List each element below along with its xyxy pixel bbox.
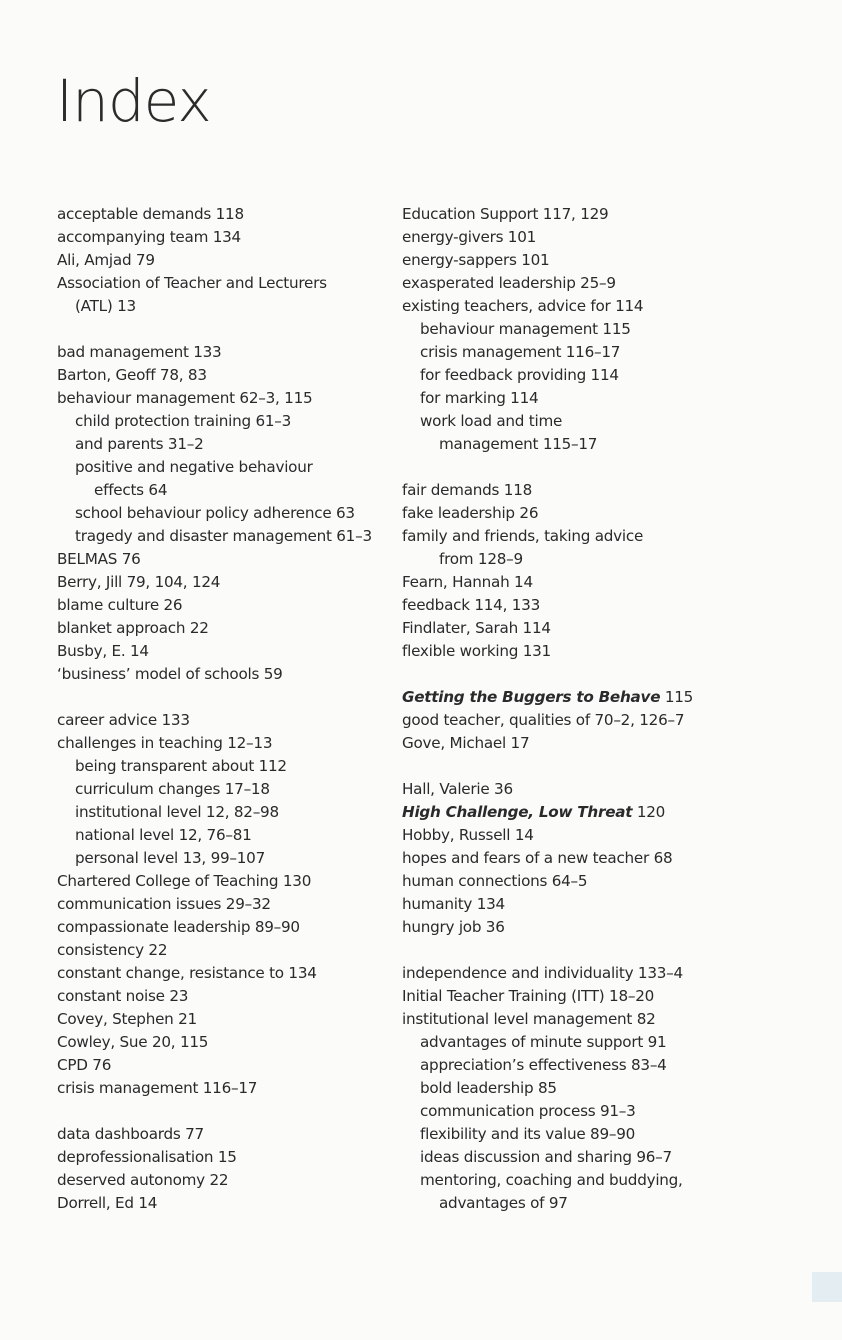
index-entry: Initial Teacher Training (ITT) 18–20 bbox=[402, 987, 655, 1005]
index-entry: Gove, Michael 17 bbox=[402, 734, 530, 752]
index-entry: ‘business’ model of schools 59 bbox=[57, 665, 283, 683]
section-gap bbox=[57, 318, 387, 341]
index-subentry: management 115–17 bbox=[439, 435, 598, 453]
index-subentry: ideas discussion and sharing 96–7 bbox=[420, 1148, 672, 1166]
index-subentry: and parents 31–2 bbox=[75, 435, 204, 453]
index-entry: accompanying team 134 bbox=[57, 228, 241, 246]
index-entry: institutional level management 82 bbox=[402, 1010, 656, 1028]
index-entry: existing teachers, advice for 114 bbox=[402, 297, 644, 315]
index-entry: Cowley, Sue 20, 115 bbox=[57, 1033, 209, 1051]
index-subentry: communication process 91–3 bbox=[420, 1102, 636, 1120]
section-gap bbox=[57, 686, 387, 709]
index-entry: Hobby, Russell 14 bbox=[402, 826, 534, 844]
index-entry: Chartered College of Teaching 130 bbox=[57, 872, 312, 890]
index-entry-pages: 120 bbox=[632, 803, 666, 821]
index-subentry: positive and negative behaviour bbox=[75, 458, 313, 476]
section-gap bbox=[402, 663, 722, 686]
index-entry: acceptable demands 118 bbox=[57, 205, 244, 223]
index-entry-title: Getting the Buggers to Behave bbox=[402, 688, 661, 706]
index-subentry: work load and time bbox=[420, 412, 563, 430]
index-column-left bbox=[57, 203, 387, 1215]
index-subentry: (ATL) 13 bbox=[75, 297, 136, 315]
index-subentry: behaviour management 115 bbox=[420, 320, 631, 338]
index-entry: blame culture 26 bbox=[57, 596, 183, 614]
index-entry: Hall, Valerie 36 bbox=[402, 780, 513, 798]
index-subentry: bold leadership 85 bbox=[420, 1079, 557, 1097]
index-entry: Dorrell, Ed 14 bbox=[57, 1194, 158, 1212]
index-entry: Association of Teacher and Lecturers bbox=[57, 274, 327, 292]
index-entry: energy-sappers 101 bbox=[402, 251, 550, 269]
index-entry: exasperated leadership 25–9 bbox=[402, 274, 616, 292]
index-entry: deprofessionalisation 15 bbox=[57, 1148, 237, 1166]
index-entry: hopes and fears of a new teacher 68 bbox=[402, 849, 673, 867]
section-gap bbox=[402, 755, 722, 778]
index-subentry: institutional level 12, 82–98 bbox=[75, 803, 279, 821]
index-entry: behaviour management 62–3, 115 bbox=[57, 389, 313, 407]
index-subentry: being transparent about 112 bbox=[75, 757, 287, 775]
index-entry: Findlater, Sarah 114 bbox=[402, 619, 551, 637]
index-entry: flexible working 131 bbox=[402, 642, 551, 660]
index-entry: fair demands 118 bbox=[402, 481, 533, 499]
index-entry: Ali, Amjad 79 bbox=[57, 251, 155, 269]
index-subentry: from 128–9 bbox=[439, 550, 523, 568]
index-entry: compassionate leadership 89–90 bbox=[57, 918, 300, 936]
index-column-right bbox=[402, 203, 722, 1215]
index-entry: bad management 133 bbox=[57, 343, 222, 361]
index-entry: constant change, resistance to 134 bbox=[57, 964, 317, 982]
index-subentry: for marking 114 bbox=[420, 389, 539, 407]
section-gap bbox=[402, 939, 722, 962]
index-entry: CPD 76 bbox=[57, 1056, 112, 1074]
index-entry: deserved autonomy 22 bbox=[57, 1171, 229, 1189]
index-entry: career advice 133 bbox=[57, 711, 190, 729]
index-entry: Busby, E. 14 bbox=[57, 642, 149, 660]
index-entry: feedback 114, 133 bbox=[402, 596, 540, 614]
index-subentry: school behaviour policy adherence 63 bbox=[75, 504, 355, 522]
index-entry-title: High Challenge, Low Threat bbox=[402, 803, 633, 821]
index-subentry: advantages of minute support 91 bbox=[420, 1033, 667, 1051]
index-entry-pages: 115 bbox=[660, 688, 694, 706]
index-entry: Berry, Jill 79, 104, 124 bbox=[57, 573, 221, 591]
index-subentry: curriculum changes 17–18 bbox=[75, 780, 270, 798]
index-subentry: national level 12, 76–81 bbox=[75, 826, 252, 844]
index-subentry: crisis management 116–17 bbox=[420, 343, 621, 361]
index-entry: independence and individuality 133–4 bbox=[402, 964, 683, 982]
index-subentry: appreciation’s effectiveness 83–4 bbox=[420, 1056, 667, 1074]
index-entry: Fearn, Hannah 14 bbox=[402, 573, 533, 591]
index-entry: crisis management 116–17 bbox=[57, 1079, 258, 1097]
index-entry: challenges in teaching 12–13 bbox=[57, 734, 273, 752]
index-entry: good teacher, qualities of 70–2, 126–7 bbox=[402, 711, 685, 729]
index-entry: fake leadership 26 bbox=[402, 504, 539, 522]
index-entry: BELMAS 76 bbox=[57, 550, 141, 568]
index-entry: Barton, Geoff 78, 83 bbox=[57, 366, 207, 384]
index-entry: energy-givers 101 bbox=[402, 228, 537, 246]
index-entry: Education Support 117, 129 bbox=[402, 205, 609, 223]
index-entry: data dashboards 77 bbox=[57, 1125, 204, 1143]
index-subentry: tragedy and disaster management 61–3 bbox=[75, 527, 372, 545]
index-subentry: for feedback providing 114 bbox=[420, 366, 619, 384]
index-entry: humanity 134 bbox=[402, 895, 505, 913]
index-subentry: child protection training 61–3 bbox=[75, 412, 292, 430]
index-entry bbox=[402, 686, 722, 709]
index-subentry: mentoring, coaching and buddying, bbox=[420, 1171, 683, 1189]
index-subentry: effects 64 bbox=[94, 481, 168, 499]
index-entry: hungry job 36 bbox=[402, 918, 505, 936]
index-entry: constant noise 23 bbox=[57, 987, 189, 1005]
index-entry: consistency 22 bbox=[57, 941, 168, 959]
index-entry: blanket approach 22 bbox=[57, 619, 209, 637]
section-gap bbox=[402, 456, 722, 479]
section-gap bbox=[57, 1100, 387, 1123]
index-entry: communication issues 29–32 bbox=[57, 895, 271, 913]
page-edge-tab bbox=[812, 1272, 842, 1302]
index-subentry: flexibility and its value 89–90 bbox=[420, 1125, 636, 1143]
index-entry bbox=[402, 801, 722, 824]
page-title: Index bbox=[56, 67, 211, 135]
index-subentry: advantages of 97 bbox=[439, 1194, 568, 1212]
index-entry: human connections 64–5 bbox=[402, 872, 588, 890]
index-entry: Covey, Stephen 21 bbox=[57, 1010, 197, 1028]
index-entry: family and friends, taking advice bbox=[402, 527, 644, 545]
index-subentry: personal level 13, 99–107 bbox=[75, 849, 265, 867]
